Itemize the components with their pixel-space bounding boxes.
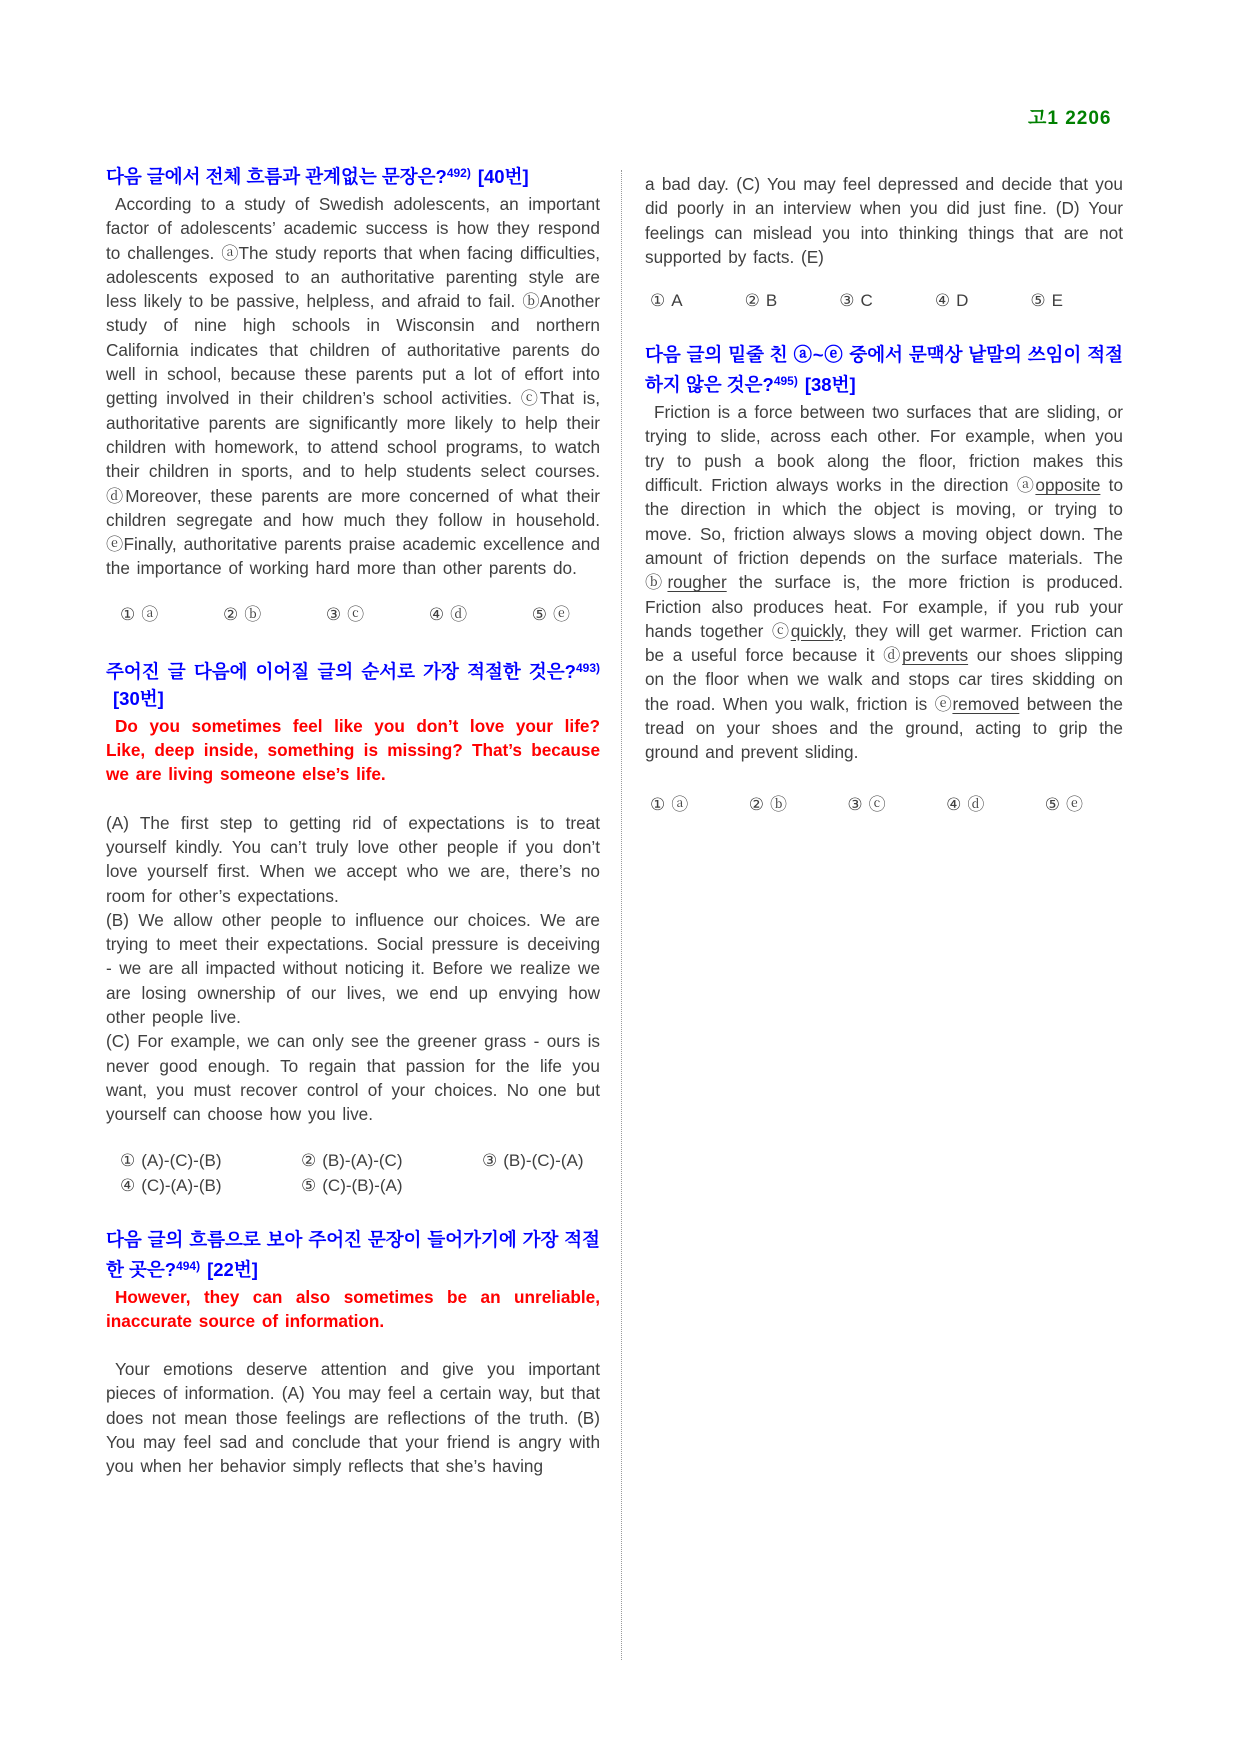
question-title-22 <box>106 1226 600 1283</box>
option-item <box>946 793 984 817</box>
option-value: (C)-(A)-(B) <box>141 1175 222 1195</box>
option-value: B <box>765 291 778 311</box>
passage-segment: to the direction in which the object is moving, or trying to move. So, friction always slows a moving object down. The amount of friction depends on the surface materials. The ⓑ <box>645 475 1123 593</box>
option-number: ⑤ <box>301 1175 317 1195</box>
column-divider <box>621 170 622 1660</box>
given-sentence-22: However, they can also sometimes be an unreliable, inaccurate source of information. <box>106 1286 600 1331</box>
option-value: (A)-(C)-(B) <box>141 1150 222 1170</box>
option-item <box>120 1174 301 1198</box>
passage-segment: between the tread on your shoes and the ground, acting to grip the ground and prevent sliding. <box>645 693 1123 763</box>
option-value: ⓔ <box>553 604 570 624</box>
option-number: ① <box>120 1150 136 1170</box>
option-number: ⑤ <box>1044 794 1060 814</box>
options-40 <box>106 603 600 627</box>
underlined-word-e: removed <box>952 693 1020 714</box>
left-column <box>106 160 600 1479</box>
option-number: ② <box>301 1150 317 1170</box>
option-item <box>745 289 778 313</box>
question-number-tag: [38번] <box>804 374 856 396</box>
option-value: ⓔ <box>1066 794 1083 814</box>
option-value: ⓐ <box>671 794 689 814</box>
option-value: C <box>860 291 873 311</box>
option-number: ④ <box>120 1175 136 1195</box>
question-number-tag: [40번] <box>477 166 529 187</box>
question-footnote: 495) <box>773 374 798 389</box>
option-item <box>301 1149 482 1173</box>
option-number: ① <box>650 291 666 311</box>
option-item <box>847 793 885 817</box>
question-title-40 <box>106 160 600 190</box>
question-footnote: 493) <box>575 660 600 675</box>
paragraph-c: (C) For example, we can only see the greener grass - ours is never good enough. To regain that passion for the life you want, you must recover control of your choices. No one but yourself can choose how you live. <box>106 1031 600 1125</box>
option-value: ⓒ <box>347 604 365 624</box>
option-item <box>650 793 688 817</box>
option-number: ④ <box>428 604 445 624</box>
options-38 <box>645 793 1123 817</box>
option-number: ② <box>222 604 239 624</box>
option-value: ⓑ <box>769 794 787 814</box>
option-item <box>1030 289 1063 313</box>
option-number: ③ <box>482 1150 498 1170</box>
option-value: (C)-(B)-(A) <box>322 1175 403 1195</box>
option-number: ③ <box>325 604 342 624</box>
options-30 <box>106 1149 600 1198</box>
question-number-tag: [30번] <box>113 687 164 709</box>
option-value: (B)-(A)-(C) <box>322 1150 403 1170</box>
passage-segment: the surface is, the more friction is produced. Friction also produces heat. For example, if you rub your hands together ⓒ <box>645 572 1123 641</box>
option-value: ⓒ <box>868 794 886 814</box>
option-item <box>223 603 261 627</box>
option-value: A <box>671 291 683 311</box>
passage-38 <box>645 400 1123 764</box>
option-item <box>301 1174 482 1198</box>
option-number: ⑤ <box>531 604 547 624</box>
passage-40: According to a study of Swedish adolescents, an important factor of adolescents’ academic success is how they respond to challenges. ⓐThe study reports that when facing difficulties, adolescents exposed to an authoritative parenting style are less likely to be passive, helpless, and afraid to fail. ⓑAnother study of nine high schools in Wisconsin and northern California indicates that children of authoritative parents do well in school, because these parents put a lot of effort into getting involved in their children’s school activities. ⓒThat is, authoritative parents are significantly more likely to help their children with homework, to attend school programs, to watch their children in sports, and to help students select courses. ⓓMoreover, these parents are more concerned of what their children segregate and how much they follow in household. ⓔFinally, authoritative parents praise academic excellence and the importance of working hard more than other parents do. <box>106 194 600 579</box>
question-footnote: 492) <box>446 166 471 180</box>
paragraph-b: (B) We allow other people to influence our choices. We are trying to meet their expectations. Social pressure is deceiving - we are all impacted without noticing it. Before we realize we are losing ownership of our lives, we end up envying how other people live. <box>106 909 600 1028</box>
underlined-word-d: prevents <box>902 645 969 666</box>
passage-segment: our shoes slipping on the floor when we walk and stops car tires skidding on the road. When you walk, friction is ⓔ <box>645 645 1123 714</box>
underlined-word-b: rougher <box>667 572 727 593</box>
option-value: D <box>956 291 969 311</box>
option-item <box>650 289 683 313</box>
option-item <box>482 1149 600 1173</box>
option-number: ① <box>120 604 136 624</box>
question-title-text: 다음 글의 밑줄 친 ⓐ~ⓔ 중에서 문맥상 낱말의 쓰임이 적절하지 않은 것은? <box>645 344 1123 396</box>
passage-22-left: Your emotions deserve attention and give you important pieces of information. (A) You may feel a certain way, but that does not mean those feelings are reflections of the truth. (B) You may feel sad and conclude that your friend is angry with you when her behavior simply reflects that she’s having <box>106 1359 600 1477</box>
option-item <box>120 603 158 627</box>
given-sentence-30: Do you sometimes feel like you don’t love your life? Like, deep inside, something is missing? That’s because we are living someone else’s life. <box>106 715 600 785</box>
underlined-word-c: quickly <box>790 620 842 641</box>
option-item <box>749 793 787 817</box>
option-number: ① <box>650 794 666 814</box>
option-item <box>532 603 570 627</box>
question-footnote: 494) <box>176 1258 201 1273</box>
question-title-30 <box>106 655 600 712</box>
question-number-tag: [22번] <box>207 1258 258 1280</box>
option-value: ⓓ <box>967 794 985 814</box>
option-number: ② <box>748 794 764 814</box>
option-value: (B)-(C)-(A) <box>503 1150 584 1170</box>
paragraph-a: (A) The first step to getting rid of expectations is to treat yourself kindly. You can’t truly love other people if you don’t love yourself first. When we accept who we are, there’s no room for other’s expectations. <box>106 812 600 906</box>
option-number: ④ <box>934 291 951 311</box>
option-item <box>1045 793 1083 817</box>
option-value: ⓑ <box>244 604 262 624</box>
underlined-word-a: opposite <box>1035 475 1101 496</box>
passage-segment: , they will get warmer. Friction can be a useful force because it ⓓ <box>645 620 1123 666</box>
option-value: E <box>1051 291 1063 311</box>
option-item <box>935 289 969 313</box>
option-item <box>839 289 873 313</box>
page-corner-label: 고1 2206 <box>1028 108 1112 129</box>
option-item <box>326 603 364 627</box>
question-title-38 <box>645 341 1123 398</box>
question-title-text: 다음 글에서 전체 흐름과 관계없는 문장은? <box>106 166 447 187</box>
option-number: ② <box>744 291 760 311</box>
right-column <box>645 160 1123 817</box>
option-number: ④ <box>946 794 962 814</box>
option-value: ⓓ <box>450 604 468 624</box>
option-number: ③ <box>839 291 855 311</box>
question-title-text: 다음 글의 흐름으로 보아 주어진 문장이 들어가기에 가장 적절한 곳은? <box>106 1228 600 1280</box>
options-22 <box>645 289 1123 313</box>
passage-22-right: a bad day. (C) You may feel depressed and decide that you did poorly in an interview when you did just fine. (D) Your feelings can mislead you into thinking things that are not supported by facts. (E) <box>645 174 1123 267</box>
question-title-text: 주어진 글 다음에 이어질 글의 순서로 가장 적절한 것은? <box>106 660 576 682</box>
passage-segment: Friction is a force between two surfaces that are sliding, or trying to slide, across each other. For example, when you try to push a book along the floor, friction makes this difficult. Friction always works in the direction ⓐ <box>645 402 1123 496</box>
option-number: ⑤ <box>1030 291 1046 311</box>
option-item <box>429 603 467 627</box>
option-number: ③ <box>847 794 863 814</box>
option-value: ⓐ <box>141 604 159 624</box>
option-item <box>120 1149 301 1173</box>
